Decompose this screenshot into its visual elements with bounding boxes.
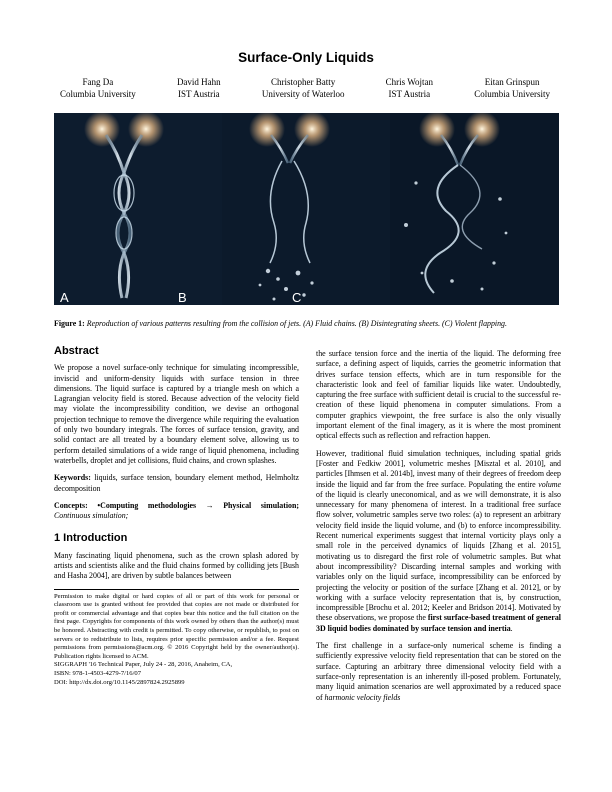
body-paragraph (316, 641, 561, 703)
panel-label-b: B (178, 290, 187, 305)
author-affiliation: IST Austria (388, 89, 431, 99)
author-affiliation: Columbia University (474, 89, 550, 99)
panel-label-c: C (292, 290, 302, 305)
introduction-heading: 1 Introduction (54, 532, 128, 545)
concepts-italic: Continuous simulation; (54, 511, 129, 521)
body-paragraph: the surface tension force and the inertia of the liquid. The deforming free surface, a defining aspect of liquids, carries the geometric information that drives surface tension effects, which are in turn responsible for the characteristic look and feel of familiar liquids like water. Undoubtedly, capturing the free surface with sufficient detail is crucial to the successful re-creation of these liquid phenomena in computer simulations. From a computer graphics viewpoint, the free surface is also the only visually important element of the final imagery, as it is where the most prominent optical effects such as reflection and refraction happen. (316, 349, 561, 441)
caption-text: Reproduction of various patterns resulting from the collision of jets. (A) Fluid chains. (B) Disintegrating sheets. (C) Violent flapping. (86, 319, 507, 328)
left-column (54, 346, 299, 687)
panel-label-a: A (60, 290, 69, 305)
author-name: David Hahn (176, 77, 221, 87)
author-block (262, 76, 345, 100)
permission-text: Permission to make digital or hard copies of all or part of this work for personal or classroom use is granted without fee provided that copies are not made or distributed for profit or commercial advantage and that copies bear this notice and the full citation on the first page. Copyrights for components of this work owned by others than the author(s) must be honored. Abstracting with credit is permitted. To copy otherwise, or republish, to post on servers or to redistribute to lists, requires prior specific permission and/or a fee. Request permissions from permissions@acm.org. © 2016 Copyright held by the owner/author(s). Publication rights licensed to ACM. (54, 592, 299, 660)
abstract-heading: Abstract (54, 345, 99, 357)
keywords (54, 473, 299, 494)
keywords-label: Keywords: (54, 473, 91, 483)
body-paragraph (316, 449, 561, 634)
author-affiliation: IST Austria (178, 89, 220, 99)
abstract-text: We propose a novel surface-only technique for simulating incompressible, inviscid and uniform-density liquids with surface tension in three dimensions. The liquid surface is captured by a triangle mesh on which a Lagrangian velocity field is stored. Because advection of the velocity field may violate the incompressibility condition, we devise an orthogonal projection technique to remove the divergence while requiring the evaluation of only two boundary integrals. The forces of surface tension, gravity, and solid contact are all treated by a boundary element solve, allowing us to perform detailed simulations of a wide range of liquid phenomena, including waterbells, droplet and jet collisions, fluid chains, and crown splashes. (54, 363, 299, 465)
author-block (177, 76, 221, 100)
keywords-text: liquids, surface tension, boundary element method, Helmholtz decomposition (54, 473, 299, 493)
concepts-label: Concepts: (54, 500, 88, 510)
fluid-jets-image (54, 113, 559, 305)
body-text: . (510, 623, 513, 633)
concepts-bold: •Computing methodologies → Physical simulation; (97, 500, 299, 510)
body-text: However, traditional fluid simulation techniques, including spatial grids [Foster and Fedkiw 2001], volumetric meshes [Misztal et al. 2010], and particles [Ihmsen et al. 2014b], invest many of their degrees of freedom deep inside the liquid and far from the free surface. Populating the entire (316, 448, 561, 489)
author-affiliation: University of Waterloo (261, 89, 345, 99)
isbn: ISBN: 978-1-4503-4279-7/16/07 (54, 669, 141, 677)
introduction-text: Many fascinating liquid phenomena, such as the crown splash adored by artists and scientists alike and the fluid chains formed by colliding jets [Bush and Hasha 2004], are driven by subtle balances between (54, 550, 299, 581)
author-block (474, 76, 550, 100)
conference-info: SIGGRAPH '16 Technical Paper, July 24 - 28, 2016, Anaheim, CA, (54, 661, 233, 669)
teaser-figure (54, 113, 559, 305)
emphasis-text: volume (538, 479, 561, 489)
concepts (54, 501, 299, 522)
right-column (316, 349, 561, 710)
body-text: The first challenge in a surface-only numerical scheme is finding a sufficiently expressive velocity field representation that can be stored on the surface. Capturing an arbitrary three dimensional velocity field with a surface-only representation is an inherently ill-posed problem. Fortunately, many liquid animation scenarios are well approximated by a reduced space of (316, 641, 561, 702)
author-name: Fang Da (82, 77, 114, 87)
author-affiliation: Columbia University (60, 89, 136, 99)
emphasis-text: harmonic velocity fields (324, 692, 401, 702)
contribution-statement: first surface-based treatment of general 3D liquid bodies dominated by surface tension and inertia (316, 613, 561, 633)
figure-caption (54, 319, 559, 329)
permission-notice (54, 589, 299, 688)
author-block (386, 76, 433, 100)
author-name: Eitan Grinspun (484, 77, 540, 87)
doi: DOI: http://dx.doi.org/10.1145/2897824.2925899 (54, 678, 185, 686)
author-block (60, 76, 136, 100)
caption-label: Figure 1: (54, 319, 85, 328)
author-list (60, 76, 550, 100)
author-name: Christopher Batty (271, 77, 336, 87)
body-text: of the liquid is clearly uneconomical, and as we will demonstrate, it is also unnecessary for many phenomena of interest. In a traditional free surface flow solver, volumetric samples serve two roles: (a) to represent an arbitrary velocity field inside the liquid volume, and (b) to enforce incompressibility. Recent numerical experiments suggest that internal vorticity plays only a small role in the perceived dynamics of liquids [Zhang et al. 2015], motivating us to disregard the first role of volumetric samples. But what about incompressibility? Discarding internal samples and working with variables only on the liquid surface, incompressibility can be enforced by projecting the velocity or position of the surface [Zhang et al. 2012], or by working with a surface velocity representation that is, by construction, incompressible [Brochu et al. 2012; Keeler and Bridson 2014]. Motivated by these observations, we propose the (316, 489, 561, 623)
paper-title: Surface-Only Liquids (238, 50, 374, 65)
author-name: Chris Wojtan (385, 77, 434, 87)
